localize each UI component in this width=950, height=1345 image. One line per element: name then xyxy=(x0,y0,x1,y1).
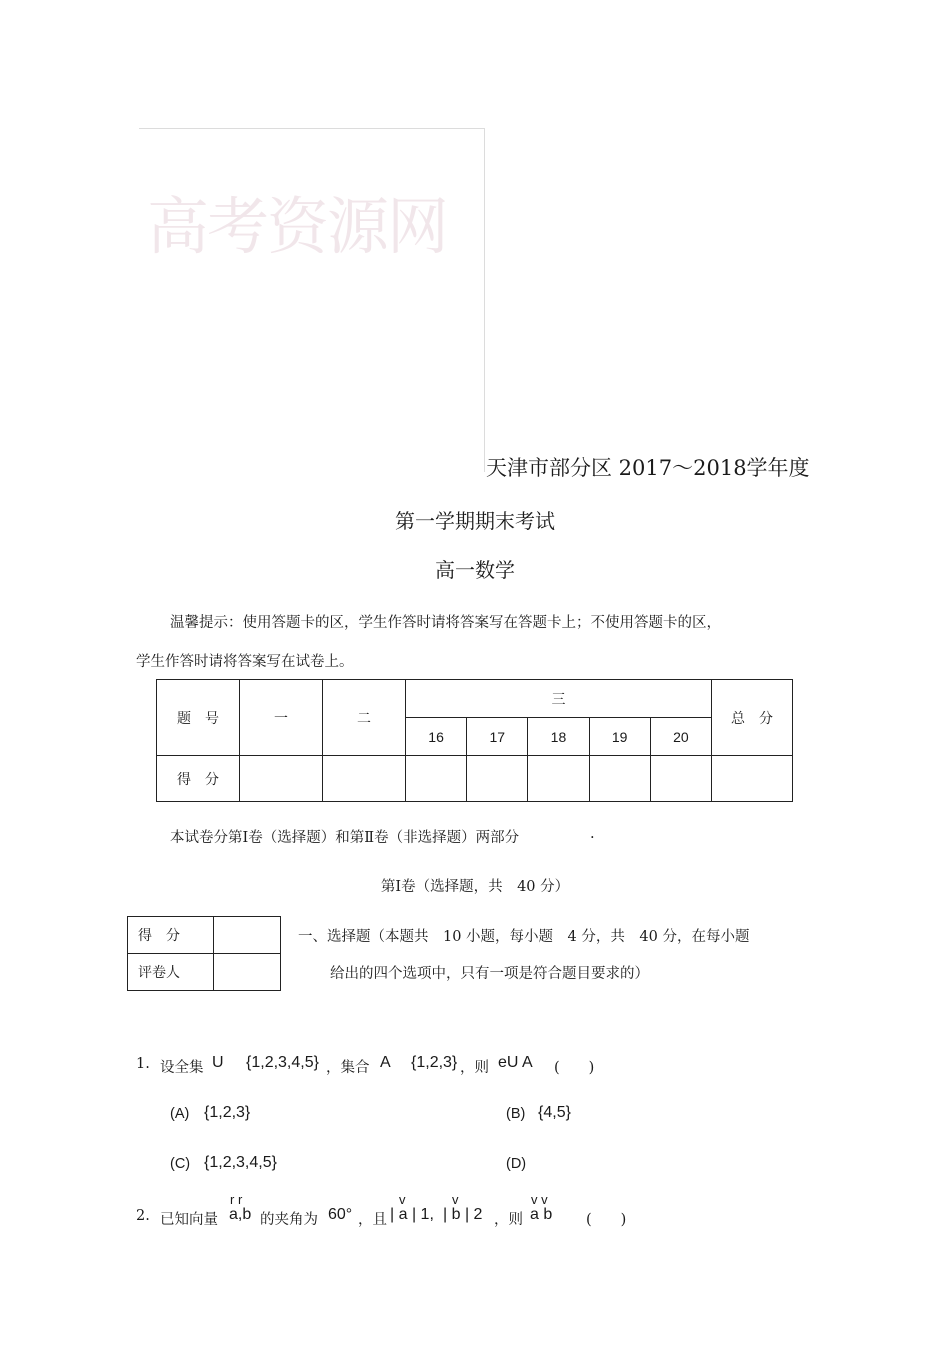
notice-line1: 温馨提示：使用答题卡的区，学生作答时请将答案写在答题卡上；不使用答题卡的区， xyxy=(170,615,721,631)
q1-option-c-label: (C) xyxy=(170,1156,191,1172)
q2-condition-b: | b | 2 xyxy=(443,1206,483,1223)
q2-text-4: ，则 xyxy=(494,1212,523,1228)
q2-angle: 60° xyxy=(328,1206,353,1223)
q1-text-1: 设全集 xyxy=(160,1060,204,1076)
grader-score-label: 得 分 xyxy=(128,917,214,954)
q1-text-2: ，集合 xyxy=(326,1060,370,1076)
section1-instruction: 给出的四个选项中，只有一项是符合题目要求的） xyxy=(330,966,649,982)
watermark-logo: 高考资源网 xyxy=(147,190,448,263)
q2-dot-product: a b xyxy=(530,1206,553,1223)
grader-table xyxy=(127,916,281,991)
score-cell xyxy=(406,756,467,802)
q2-text-3: ，且 xyxy=(358,1212,387,1228)
q1-number: 1. xyxy=(136,1056,150,1072)
q2-vectors: a,b xyxy=(229,1206,252,1223)
watermark-image xyxy=(139,128,485,472)
q1-universal-set-symbol: U xyxy=(212,1054,224,1071)
q2-condition-a: | a | 1, xyxy=(390,1206,434,1223)
header-q17: 17 xyxy=(467,718,528,756)
score-cell xyxy=(712,756,793,802)
paper-intro: 本试卷分第Ⅰ卷（选择题）和第Ⅱ卷（非选择题）两部分 xyxy=(170,830,520,846)
q1-option-a: {1,2,3} xyxy=(204,1104,251,1121)
paper-intro-dot: . xyxy=(590,826,595,842)
q2-vector-mark-b: v xyxy=(452,1192,459,1207)
header-q16: 16 xyxy=(406,718,467,756)
exam-subject: 高一数学 xyxy=(435,558,515,582)
score-cell xyxy=(323,756,406,802)
section1-heading: 一、选择题（本题共 10 小题，每小题 4 分，共 40 分，在每小题 xyxy=(298,929,750,945)
header-q18: 18 xyxy=(528,718,589,756)
q1-option-b-label: (B) xyxy=(506,1106,526,1122)
row-score-label: 得 分 xyxy=(157,756,240,802)
q2-text-1: 已知向量 xyxy=(160,1212,218,1228)
grader-reviewer-cell xyxy=(214,954,281,991)
score-cell xyxy=(650,756,711,802)
q1-set-a: {1,2,3} xyxy=(411,1054,458,1071)
q1-answer-paren: ( ) xyxy=(554,1060,595,1076)
header-q20: 20 xyxy=(650,718,711,756)
q1-option-c: {1,2,3,4,5} xyxy=(204,1154,277,1171)
q1-text-3: ，则 xyxy=(460,1060,489,1076)
score-cell xyxy=(528,756,589,802)
score-cell xyxy=(240,756,323,802)
q1-complement: eU A xyxy=(498,1054,533,1071)
q1-option-d-label: (D) xyxy=(506,1156,527,1172)
score-table xyxy=(156,679,793,802)
header-part-three: 三 xyxy=(406,680,712,718)
q1-universal-set: {1,2,3,4,5} xyxy=(246,1054,319,1071)
q1-option-b: {4,5} xyxy=(538,1104,571,1121)
score-cell xyxy=(467,756,528,802)
score-cell xyxy=(589,756,650,802)
q2-answer-paren: ( ) xyxy=(586,1212,627,1228)
header-part-one: 一 xyxy=(240,680,323,756)
q1-set-a-symbol: A xyxy=(380,1054,391,1071)
header-question-number: 题 号 xyxy=(157,680,240,756)
grader-reviewer-label: 评卷人 xyxy=(128,954,214,991)
q2-vector-mark-a: v xyxy=(399,1192,406,1207)
q2-vector-marks-product: v v xyxy=(531,1192,548,1207)
q2-text-2: 的夹角为 xyxy=(260,1212,318,1228)
notice-line2: 学生作答时请将答案写在试卷上。 xyxy=(136,654,354,670)
header-part-two: 二 xyxy=(323,680,406,756)
grader-score-cell xyxy=(214,917,281,954)
q2-vector-marks: r r xyxy=(230,1192,243,1207)
part1-title: 第Ⅰ卷（选择题，共 40 分） xyxy=(380,879,570,895)
q1-option-a-label: (A) xyxy=(170,1106,190,1122)
header-q19: 19 xyxy=(589,718,650,756)
q2-number: 2. xyxy=(136,1208,150,1224)
exam-title-line2: 第一学期期末考试 xyxy=(395,509,555,533)
header-total: 总 分 xyxy=(712,680,793,756)
exam-title-line1: 天津市部分区 2017～2018学年度 xyxy=(486,456,810,480)
